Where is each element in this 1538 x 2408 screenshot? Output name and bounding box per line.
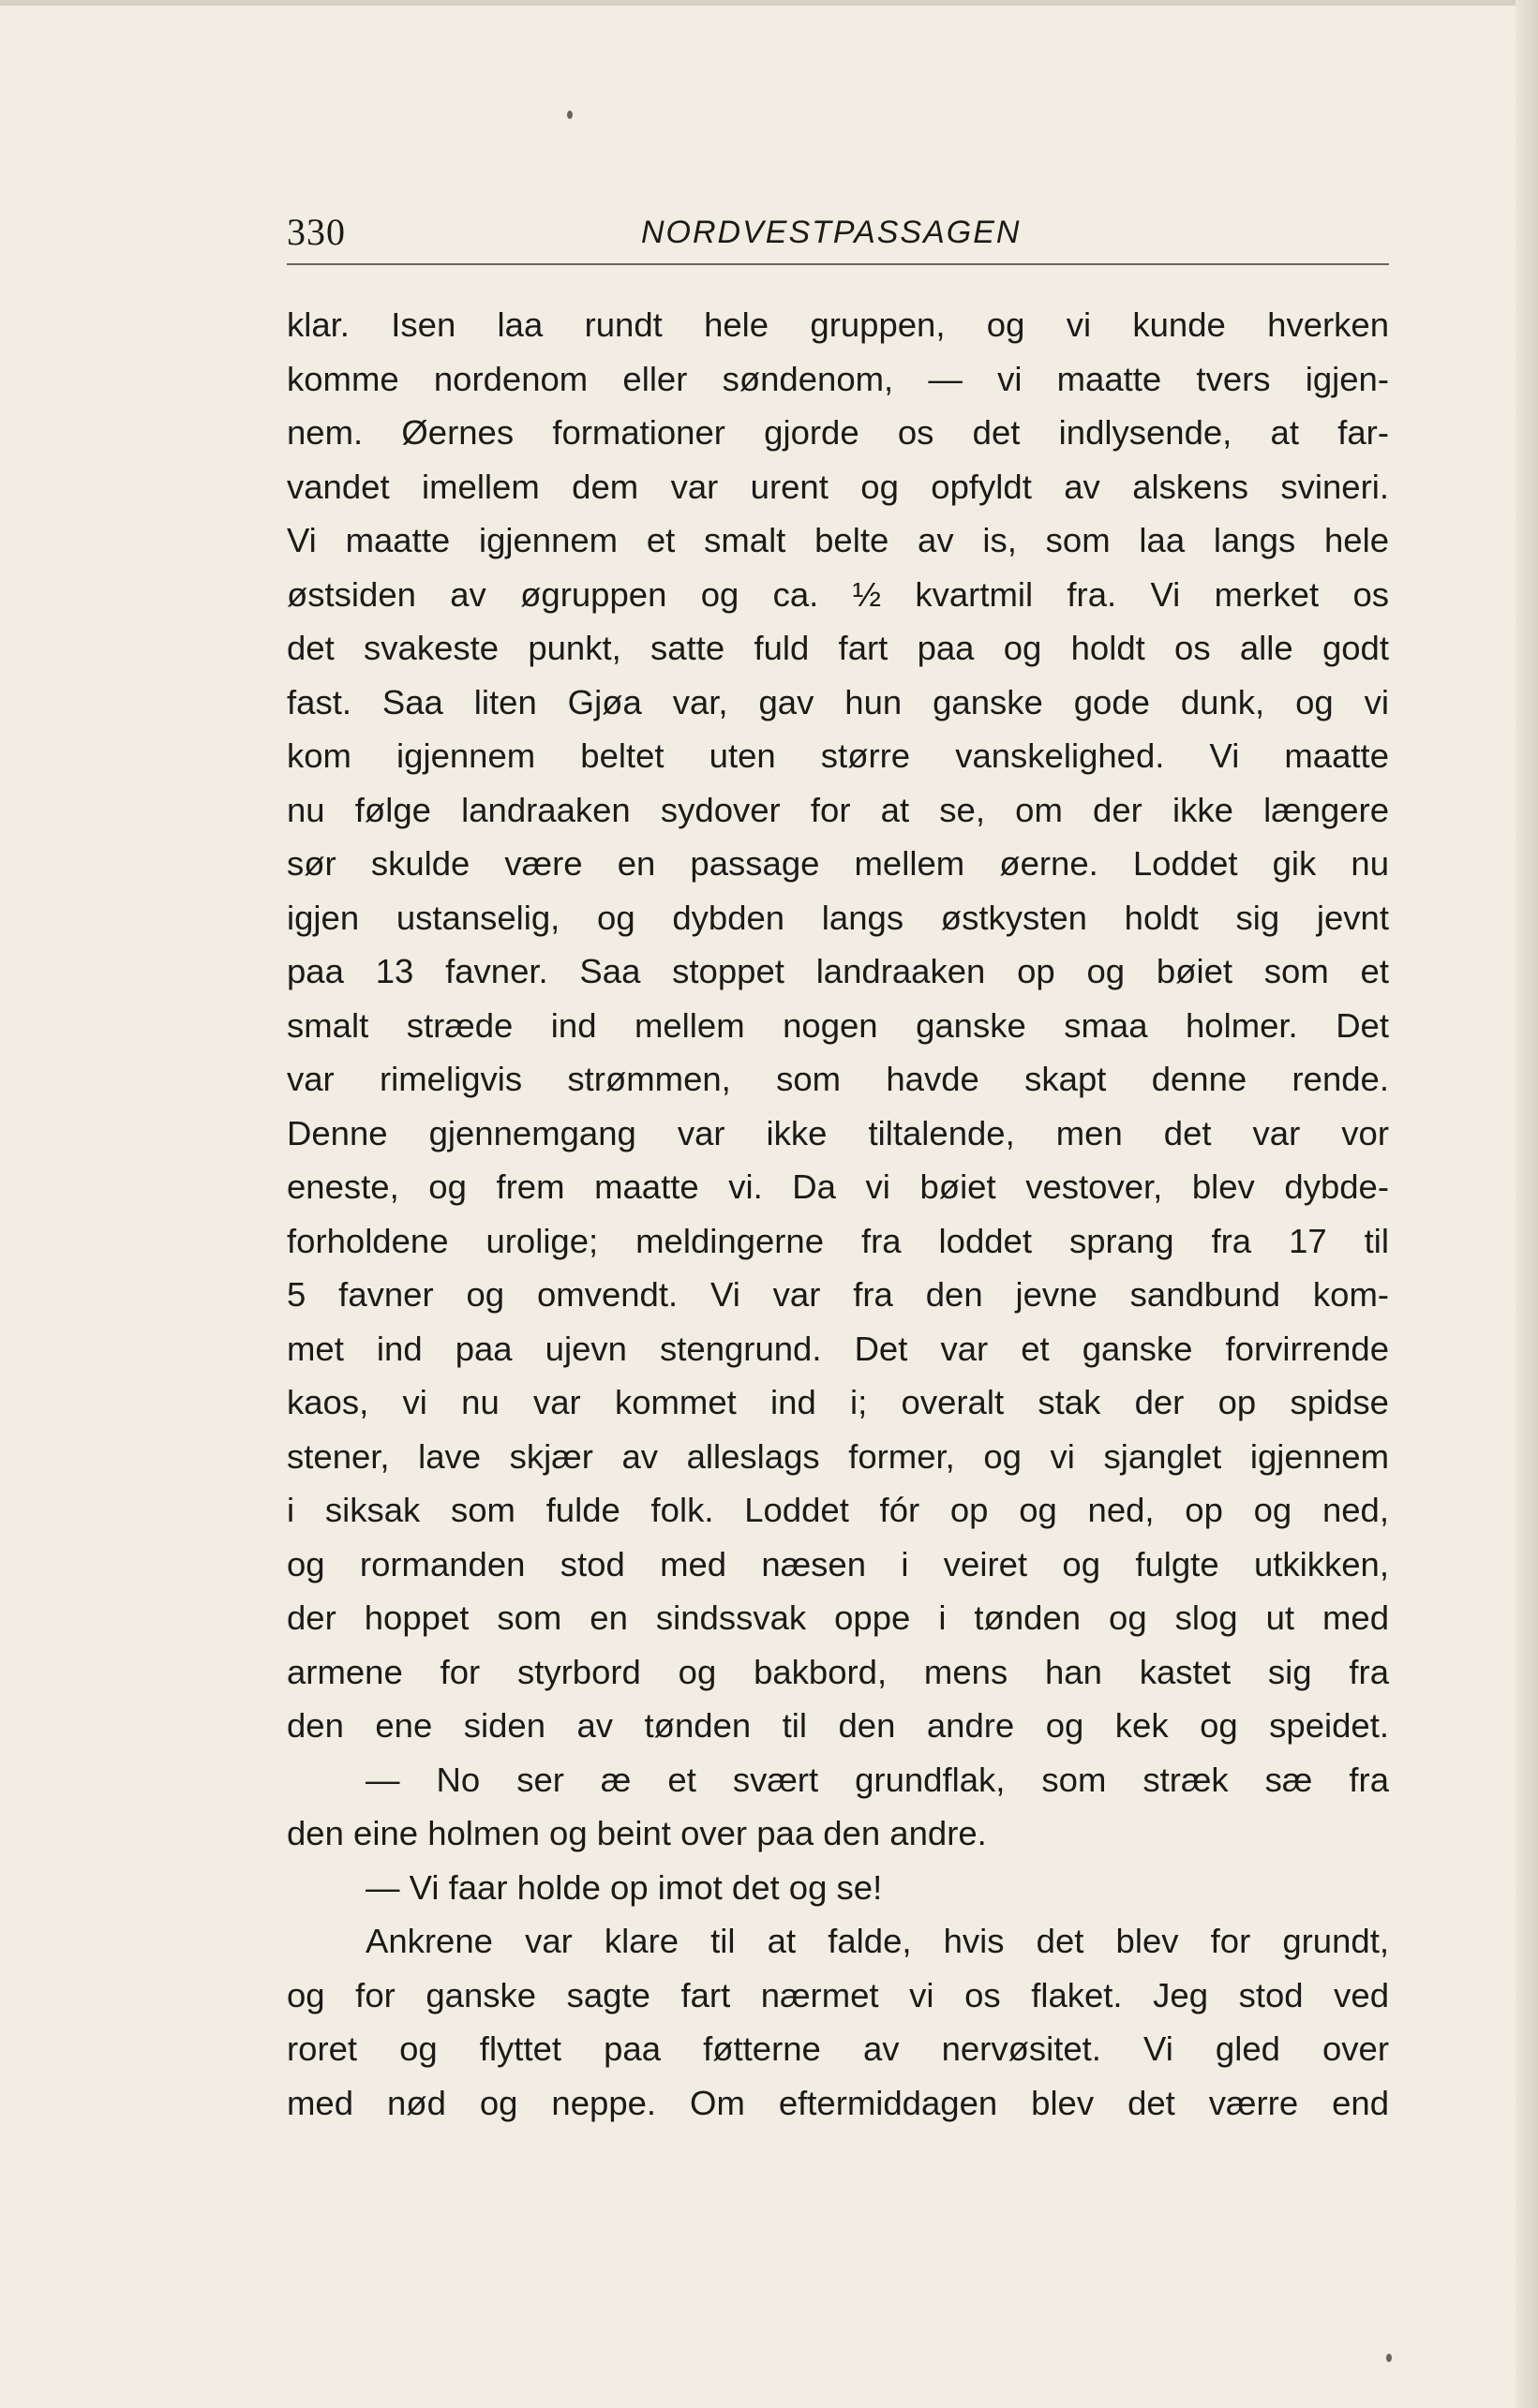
text-line: nem. Øernes formationer gjorde os det indlysende, at far- [287, 413, 1389, 452]
running-title: NORDVESTPASSAGEN [641, 215, 1022, 250]
text-line: det svakeste punkt, satte fuld fart paa og holdt os alle godt [287, 629, 1389, 667]
text-line: fast. Saa liten Gjøa var, gav hun ganske gode dunk, og vi [287, 682, 1389, 721]
text-line: komme nordenom eller søndenom, — vi maatte tvers igjen- [287, 359, 1389, 398]
ink-speck [1386, 2354, 1392, 2362]
text-line: eneste, og frem maatte vi. Da vi bøiet vestover, blev dybde- [287, 1167, 1389, 1206]
text-line: var rimeligvis strømmen, som havde skapt denne rende. [287, 1060, 1389, 1098]
text-line: klar. Isen laa rundt hele gruppen, og vi kunde hverken [287, 305, 1389, 344]
text-line: kaos, vi nu var kommet ind i; overalt stak der op spidse [287, 1383, 1389, 1421]
text-line: forholdene urolige; meldingerne fra loddet sprang fra 17 til [287, 1221, 1389, 1260]
text-line: den eine holmen og beint over paa den andre. [287, 1814, 987, 1852]
text-line: med nød og neppe. Om eftermiddagen blev det værre end [287, 2083, 1389, 2122]
body-text [287, 298, 1389, 2130]
text-line: sør skulde være en passage mellem øerne. Loddet gik nu [287, 844, 1389, 883]
text-line: og rormanden stod med næsen i veiret og fulgte utkikken, [287, 1544, 1389, 1583]
page-top-edge [0, 0, 1538, 6]
text-line: paa 13 favner. Saa stoppet landraaken op og bøiet som et [287, 952, 1389, 990]
text-line: smalt stræde ind mellem nogen ganske smaa holmer. Det [287, 1005, 1389, 1045]
header-rule [287, 263, 1389, 265]
text-line: Denne gjennemgang var ikke tiltalende, men det var vor [287, 1113, 1389, 1152]
text-line: og for ganske sagte fart nærmet vi os flaket. Jeg stod ved [287, 1975, 1389, 2014]
page-header [287, 204, 1389, 260]
text-line: 5 favner og omvendt. Vi var fra den jevne sandbund kom- [287, 1275, 1389, 1314]
ink-speck [567, 111, 573, 119]
text-line: Vi maatte igjennem et smalt belte av is, som laa langs hele [287, 521, 1389, 559]
text-line: armene for styrbord og bakbord, mens han kastet sig fra [287, 1652, 1389, 1691]
text-line: — No ser æ et svært grundflak, som stræk sæ fra [366, 1760, 1389, 1799]
text-line: nu følge landraaken sydover for at se, om der ikke længere [287, 790, 1389, 829]
text-line: der hoppet som en sindssvak oppe i tønden og slog ut med [287, 1598, 1389, 1637]
text-line: roret og flyttet paa føtterne av nervøsitet. Vi gled over [287, 2029, 1389, 2068]
page-number: 330 [287, 211, 346, 253]
text-line: Ankrene var klare til at falde, hvis det blev for grundt, [366, 1922, 1389, 1960]
text-line: met ind paa ujevn stengrund. Det var et ganske forvirrende [287, 1329, 1389, 1368]
text-line: østsiden av øgruppen og ca. ½ kvartmil fra. Vi merket os [287, 574, 1389, 614]
text-line: i siksak som fulde folk. Loddet fór op og ned, op og ned, [287, 1491, 1389, 1529]
text-line: kom igjennem beltet uten større vanskelighed. Vi maatte [287, 736, 1389, 775]
text-line: stener, lave skjær av alleslags former, og vi sjanglet igjennem [287, 1436, 1389, 1476]
text-line: — Vi faar holde op imot det og se! [366, 1867, 883, 1907]
page-right-edge [1516, 0, 1538, 2408]
text-line: vandet imellem dem var urent og opfyldt av alskens svineri. [287, 467, 1389, 506]
text-line: den ene siden av tønden til den andre og kek og speidet. [287, 1706, 1389, 1745]
text-line: igjen ustanselig, og dybden langs østkysten holdt sig jevnt [287, 898, 1389, 937]
